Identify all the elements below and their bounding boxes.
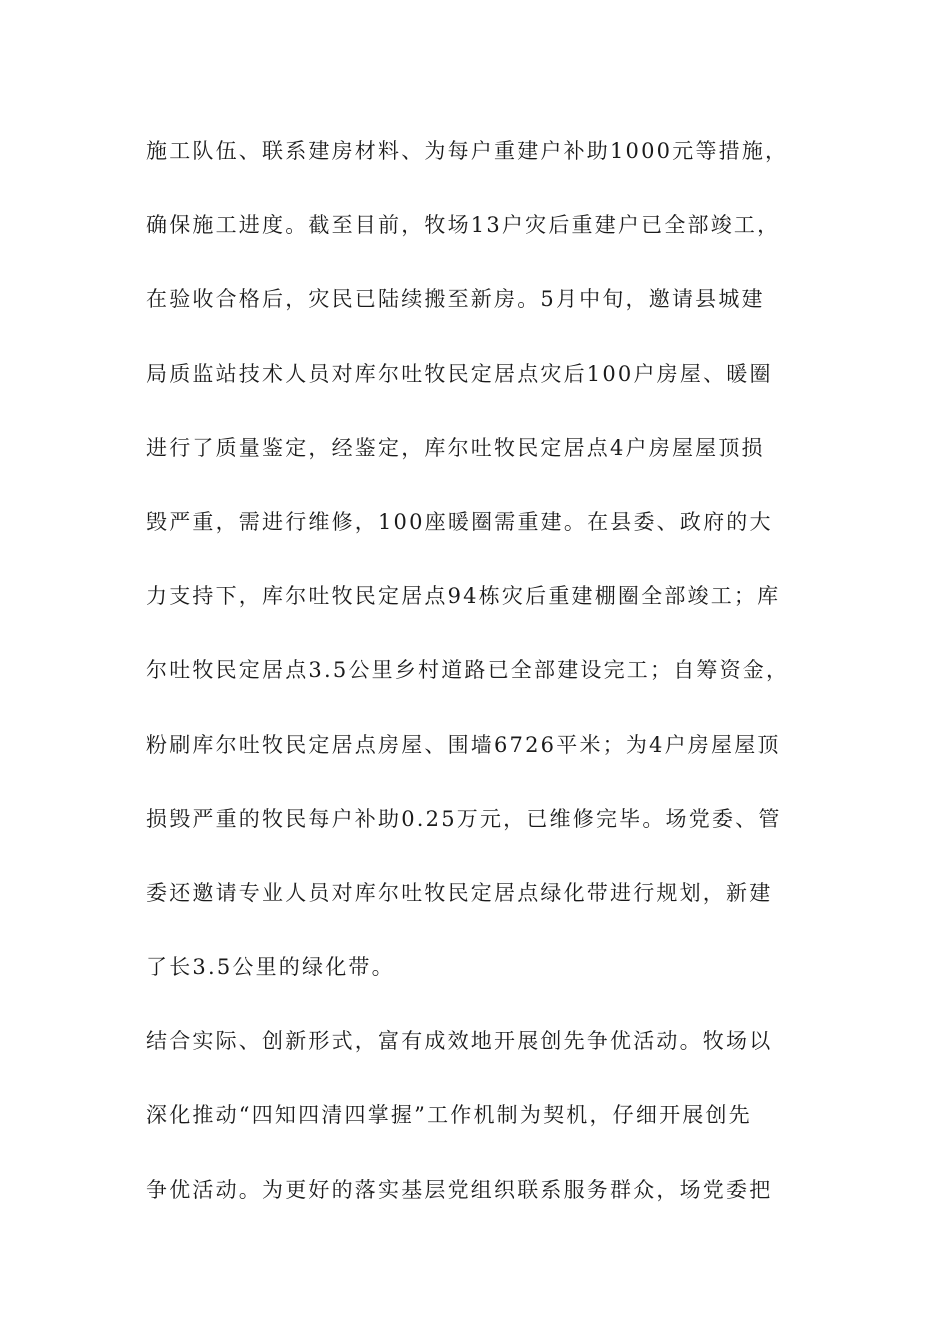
text-line: 毁严重，需进行维修，100座暖圈需重建。在县委、政府的大 [146, 509, 773, 534]
text-line: 损毁严重的牧民每户补助0.25万元，已维修完毕。场党委、管 [146, 806, 782, 831]
text-line: 施工队伍、联系建房材料、为每户重建户补助1000元等措施， [146, 139, 789, 163]
text-line: 粉刷库尔吐牧民定居点房屋、围墙6726平米；为4户房屋屋顶 [146, 732, 781, 757]
text-line: 深化推动“四知四清四掌握”工作机制为契机，仔细开展创先 [146, 1103, 752, 1128]
text-line: 结合实际、创新形式，富有成效地开展创先争优活动。牧场以 [146, 1029, 773, 1054]
text-line: 进行了质量鉴定，经鉴定，库尔吐牧民定居点4户房屋屋顶损 [146, 435, 765, 460]
text-line: 尔吐牧民定居点3.5公里乡村道路已全部建设完工；自筹资金， [146, 658, 790, 683]
text-line: 局质监站技术人员对库尔吐牧民定居点灾后100户房屋、暖圈 [146, 361, 773, 386]
text-line: 力支持下，库尔吐牧民定居点94栋灾后重建棚圈全部竣工；库 [146, 584, 781, 609]
text-line: 在验收合格后，灾民已陆续搬至新房。5月中旬，邀请县城建 [146, 287, 765, 312]
text-line: 确保施工进度。截至目前，牧场13户灾后重建户已全部竣工， [146, 213, 781, 238]
text-line: 委还邀请专业人员对库尔吐牧民定居点绿化带进行规划，新建 [146, 880, 773, 905]
text-line: 了长3.5公里的绿化带。 [146, 955, 395, 980]
document-body [146, 136, 836, 1249]
text-line: 争优活动。为更好的落实基层党组织联系服务群众，场党委把 [146, 1177, 773, 1202]
